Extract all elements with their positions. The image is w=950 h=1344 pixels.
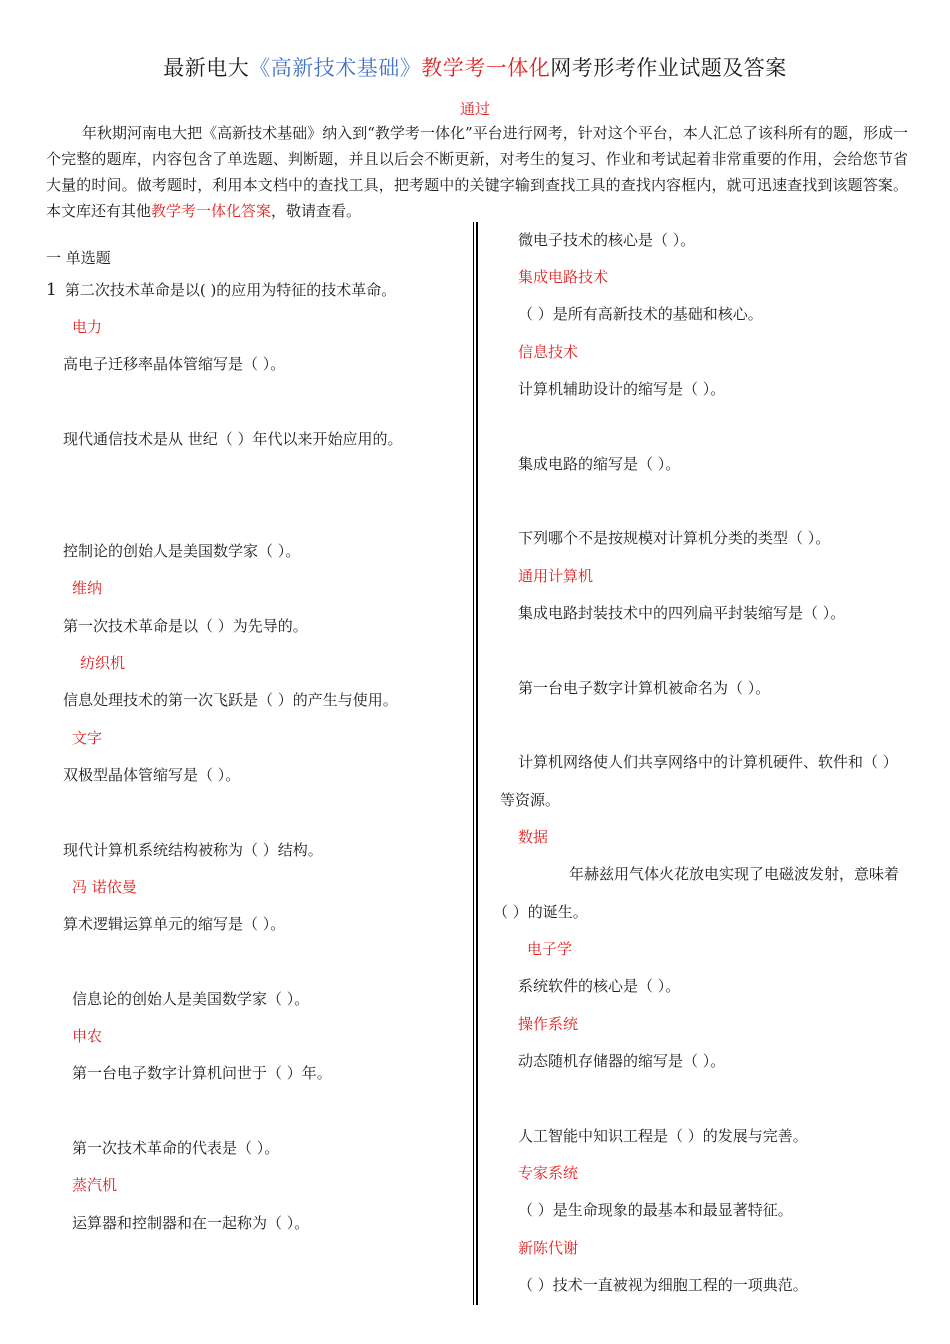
answer: 电力 (72, 318, 103, 336)
question-text: 第二次技术革命是以( )的应用为特征的技术革命。 (64, 281, 397, 299)
answer: 集成电路技术 (518, 268, 609, 286)
question: 人工智能中知识工程是（ ）的发展与完善。 (518, 1127, 808, 1145)
answer: 专家系统 (518, 1164, 579, 1182)
question: 高电子迁移率晶体管缩写是（ ）。 (63, 355, 286, 373)
intro-paragraph (46, 120, 908, 224)
answer: 数据 (518, 828, 549, 846)
answer: 文字 (72, 729, 103, 747)
answer: 通用计算机 (518, 567, 594, 585)
title-part-d: 网考形考作业试题及答案 (550, 56, 787, 80)
column-divider-bold (476, 222, 478, 1305)
question-number: 1 (46, 280, 57, 300)
question: 动态随机存储器的缩写是（ ）。 (518, 1052, 726, 1070)
question: （ ）技术一直被视为细胞工程的一项典范。 (518, 1276, 808, 1294)
question: （ ）是生命现象的最基本和最显著特征。 (518, 1201, 793, 1219)
question: 信息论的创始人是美国数学家（ ）。 (72, 990, 310, 1008)
title-part-a: 最新电大 (163, 56, 250, 80)
question: 系统软件的核心是（ ）。 (518, 977, 681, 995)
question: 第一次技术革命的代表是（ ）。 (72, 1139, 280, 1157)
answer: 操作系统 (518, 1015, 579, 1033)
document-title (0, 52, 950, 82)
intro-text: 年秋期河南电大把《高新技术基础》纳入到“教学考一体化”平台进行网考，针对这个平台，本人汇总了该科所有的题，形成一个完整的题库，内容包含了单选题、判断题，并且以后会不断更新，对考生的复习、作业和考试起着非常重要的作用，会给您节省大量的时间。做考题时，利用本文档中的查找工具，把考题中的关键字输到查找工具的查找内容框内，就可迅速查找到该题答案。本文库还有其他 (46, 124, 908, 220)
question: （ ）是所有高新技术的基础和核心。 (518, 305, 763, 323)
answer: 纺织机 (80, 654, 126, 672)
answer: 蒸汽机 (72, 1176, 118, 1194)
question: 控制论的创始人是美国数学家（ ）。 (63, 542, 301, 560)
question: 信息处理技术的第一次飞跃是（ ）的产生与使用。 (63, 691, 398, 709)
section-heading: 一 单选题 (46, 249, 111, 267)
subtitle: 通过 (459, 100, 490, 118)
answer: 信息技术 (518, 343, 579, 361)
question: 微电子技术的核心是（ ）。 (518, 231, 696, 249)
question: 计算机辅助设计的缩写是（ ）。 (518, 380, 726, 398)
question: 运算器和控制器和在一起称为（ ）。 (72, 1214, 310, 1232)
answer: 冯 诺依曼 (72, 878, 137, 896)
question: 双极型晶体管缩写是（ ）。 (63, 766, 241, 784)
question: 计算机网络使人们共享网络中的计算机硬件、软件和（ ）等资源。 (500, 753, 898, 809)
question-1 (46, 278, 396, 302)
title-platform-name: 教学考一体化 (421, 56, 551, 80)
question: 现代通信技术是从 世纪（ ）年代以来开始应用的。 (63, 430, 403, 448)
question: 第一次技术革命是以（ ）为先导的。 (63, 617, 308, 635)
column-divider (473, 222, 474, 1305)
question: 第一台电子数字计算机问世于（ ）年。 (72, 1064, 332, 1082)
question: 下列哪个不是按规模对计算机分类的类型（ ）。 (518, 529, 831, 547)
answer: 申农 (72, 1027, 103, 1045)
question: 现代计算机系统结构被称为（ ）结构。 (63, 841, 323, 859)
title-course-name: 《高新技术基础》 (249, 56, 422, 80)
answer: 电子学 (527, 940, 573, 958)
intro-link[interactable]: 教学考一体化答案 (151, 202, 272, 220)
answer: 新陈代谢 (518, 1239, 579, 1257)
intro-end: ，敬请查看。 (271, 202, 362, 220)
question: 集成电路的缩写是（ ）。 (518, 455, 681, 473)
question: 集成电路封装技术中的四列扁平封装缩写是（ ）。 (518, 604, 846, 622)
question: 算术逻辑运算单元的缩写是（ ）。 (63, 915, 286, 933)
answer: 维纳 (72, 579, 103, 597)
question: 第一台电子数字计算机被命名为（ ）。 (518, 679, 771, 697)
question: 年赫兹用气体火花放电实现了电磁波发射，意味着（ ）的诞生。 (493, 865, 900, 921)
